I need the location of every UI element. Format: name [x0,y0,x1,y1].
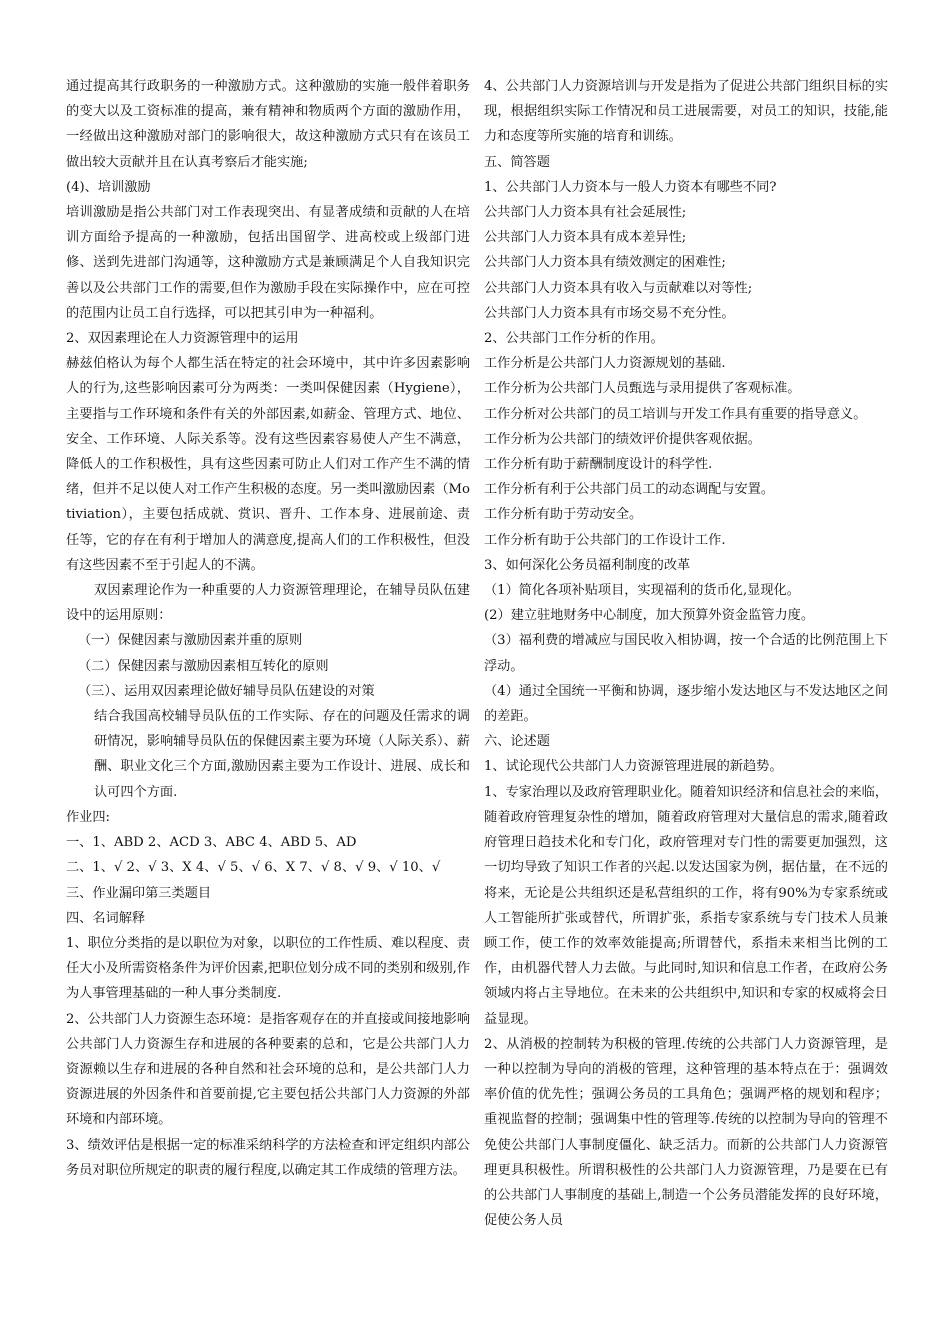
list-item: 工作分析有助于劳动安全。 [484,507,643,523]
question: 3、如何深化公务员福利制度的改革 [484,557,691,573]
right-column [484,74,888,1233]
list-item: （3）福利费的增减应与国民收入相协调，按一个合适的比例范围上下浮动。 [484,633,889,674]
section-heading: 2、双因素理论在人力资源管理中的运用 [66,331,299,347]
list-item: 工作分析有利于公共部门员工的动态调配与安置。 [484,482,775,498]
section-heading: 五、简答题 [484,154,550,170]
list-item: 工作分析对公共部门的员工培训与开发工作具有重要的指导意义。 [484,406,867,422]
left-column [66,74,470,1183]
list-item: 工作分析为公共部门人员甄选与录用提供了客观标准。 [484,381,801,397]
list-item: 公共部门人力资本具有社会延展性; [484,205,687,221]
definition-item: 2、公共部门人力资源生态环境：是指客观存在的并直接或间接地影响公共部门人力资源生存和进展的各种要素的总和，它是公共部门人力资源赖以生存和进展的各种自然和社会环境的总和，是公共部门人力资源进展的外因条件和首要前提,它主要包括公共部门人力资源的外部环境和内部环境。 [66,1011,471,1128]
question: 1、试论现代公共部门人力资源管理进展的新趋势。 [484,759,783,775]
answer-line: 二、1、√ 2、√ 3、X 4、√ 5、√ 6、X 7、√ 8、√ 9、√ 10、√ [66,860,441,876]
list-item: 工作分析为公共部门的绩效评价提供客观依据。 [484,431,761,447]
section-heading: 四、名词解释 [66,910,146,926]
list-item: 公共部门人力资本具有市场交易不充分性。 [484,305,735,321]
paragraph: 2、从消极的控制转为积极的管理.传统的公共部门人力资源管理，是一种以控制为导向的消极的管理，这种管理的基本特点在于：强调效率价值的优先性；强调公务员的工具角色；强调严格的规划和程序；重视监督的控制；强调集中性的管理等.传统的以控制为导向的管理不免使公共部门人事制度僵化、缺乏活力。而新的公共部门人力资源管理更具积极性。所谓积极性的公共部门人力资源管理，乃是要在已有的公共部门人事制度的基础上,制造一个公务员潜能发挥的良好环境，促使公务人员 [484,1036,888,1229]
section-heading: 六、论述题 [484,734,550,750]
list-item: （4）通过全国统一平衡和协调，逐步缩小发达地区与不发达地区之间的差距。 [484,683,889,725]
question: 2、公共部门工作分析的作用。 [484,331,664,347]
paragraph: 培训激励是指公共部门对工作表现突出、有显著成绩和贡献的人在培训方面给予提高的一种激励，包括出国留学、进高校或上级部门进修、送到先进部门沟通等，这种激励方式是兼顾满足个人自我知识完善以及公共部门工作的需要,但作为激励手段在实际操作中，应在可控的范围内让员工自行选择，可以把其引申为一种福利。 [66,205,470,321]
definition-item: 4、公共部门人力资源培训与开发是指为了促进公共部门组织目标的实现，根据组织实际工作情况和员工进展需要，对员工的知识，技能,能力和态度等所实施的培育和训练。 [484,79,889,145]
section-heading: (4)、培训激励 [66,179,151,195]
principle-item: （三）、运用双因素理论做好辅导员队伍建设的对策 [78,683,375,699]
list-item: (2）建立驻地财务中心制度，加大预算外资金监管力度。 [484,608,815,624]
question: 1、公共部门人力资本与一般人力资本有哪些不同? [484,179,777,195]
list-item: （1）简化各项补贴项目，实现福利的货币化,显现化。 [484,583,800,599]
paragraph: 通过提高其行政职务的一种激励方式。这种激励的实施一般伴着职务的变大以及工资标准的提高，兼有精神和物质两个方面的激励作用，一经做出这种激励对部门的影响很大，故这种激励方式只有在该员工做出较大贡献并且在认真考察后才能实施; [66,79,470,170]
answer-line: 一、1、ABD 2、ACD 3、ABC 4、ABD 5、AD [66,835,357,851]
definition-item: 3、绩效评估是根据一定的标准采纳科学的方法检查和评定组织内部公务员对职位所规定的职责的履行程度,以确定其工作成绩的管理方法。 [66,1137,471,1178]
paragraph: 结合我国高校辅导员队伍的工作实际、存在的问题及任需求的调研情况，影响辅导员队伍的保健因素主要为环境（人际关系）、薪酬、职业文化三个方面,激励因素主要为工作设计、进展、成长和认可四个方面. [94,709,470,800]
paragraph: 双因素理论作为一种重要的人力资源管理理论，在辅导员队伍建设中的运用原则： [66,583,470,624]
list-item: 工作分析有助于公共部门的工作设计工作. [484,532,726,548]
section-heading: 作业四: [66,809,111,825]
list-item: 公共部门人力资本具有绩效测定的困难性; [484,255,726,271]
principle-item: （二）保健因素与激励因素相互转化的原则 [78,658,329,674]
list-item: 工作分析是公共部门人力资源规划的基础. [484,356,726,372]
list-item: 工作分析有助于薪酬制度设计的科学性. [484,457,713,473]
list-item: 公共部门人力资本具有收入与贡献难以对等性; [484,280,753,296]
definition-item: 1、职位分类指的是以职位为对象，以职位的工作性质、难以程度、责任大小及所需资格条件为评价因素,把职位划分成不同的类别和级别,作为人事管理基础的一种人事分类制度. [66,935,471,1002]
section-heading: 三、作业漏印第三类题目 [66,885,212,901]
list-item: 公共部门人力资本具有成本差异性; [484,230,687,246]
paragraph: 1、专家治理以及政府管理职业化。随着知识经济和信息社会的来临，随着政府管理复杂性的增加，随着政府管理对大量信息的需求,随着政府管理日趋技术化和专门化，政府管理对专门性的需要更加强烈，这一切均导致了知识工作者的兴起.以发达国家为例，据估量，在不远的将来，无论是公共组织还是私营组织的工作，将有90%为专家系统或人工智能所扩张或替代，所谓扩张，系指专家系统与专门技术人员兼顾工作，使工作的效率效能提高;所谓替代，系指未来相当比例的工作，由机器代替人力去做。与此同时,知识和信息工作者，在政府公务领域内将占主导地位。在未来的公共组织中,知识和专家的权威将会日益显现。 [484,784,889,1027]
paragraph: 赫兹伯格认为每个人都生活在特定的社会环境中，其中许多因素影响人的行为,这些影响因素可分为两类：一类叫保健因素（Hygiene），主要指与工作环境和条件有关的外部因素,如薪金、管理方式、地位、安全、工作环境、人际关系等。没有这些因素容易使人产生不满意，降低人的工作积极性，具有这些因素可防止人们对工作产生不满的情绪，但并不足以使人对工作产生积极的态度。另一类叫激励因素（Motiviation），主要包括成就、赏识、晋升、工作本身、进展前途、责任等，它的存在有利于增加人的满意度,提高人们的工作积极性，但没有这些因素不至于引起人的不满。 [66,356,470,573]
principle-item: （一）保健因素与激励因素并重的原则 [78,633,303,649]
